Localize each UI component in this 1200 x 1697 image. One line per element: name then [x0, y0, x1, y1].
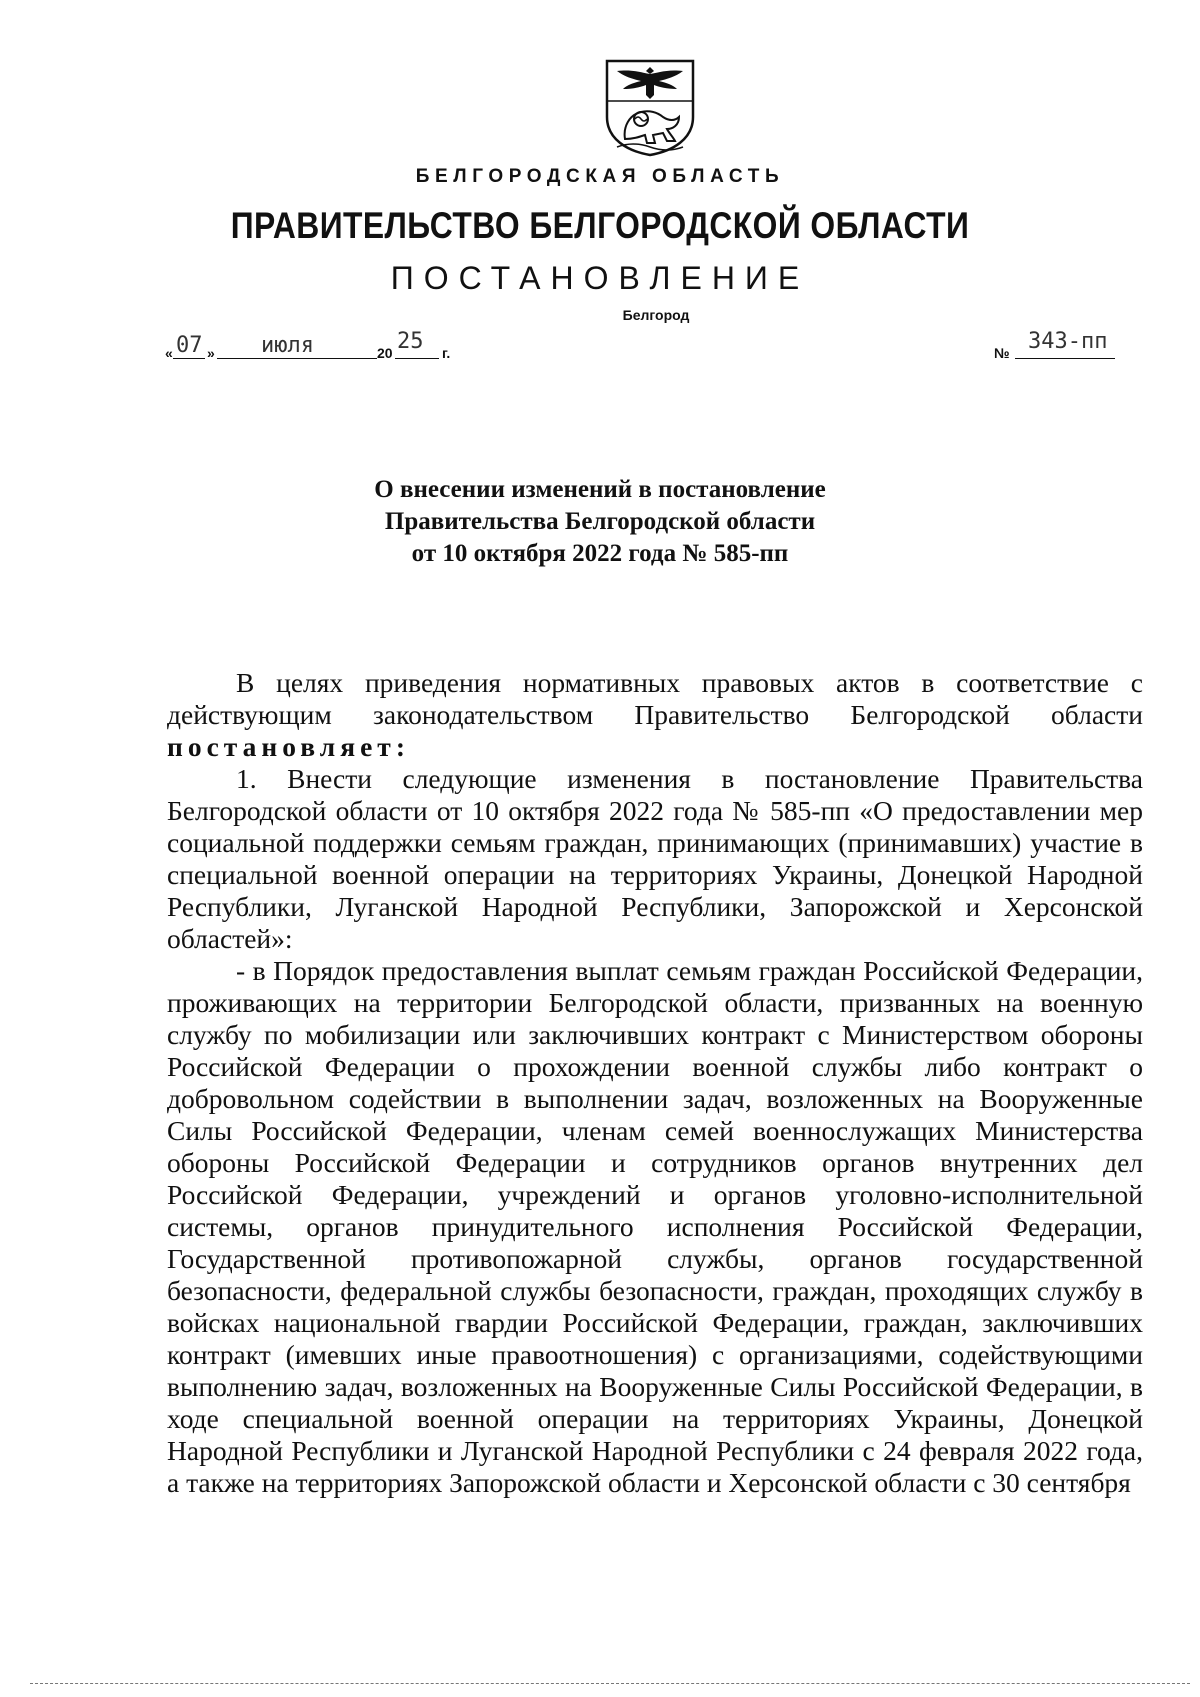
year-underline — [395, 358, 439, 359]
date-month: июля — [261, 333, 314, 358]
paragraph-preamble — [167, 667, 1143, 763]
government-heading: ПРАВИТЕЛЬСТВО БЕЛГОРОДСКОЙ ОБЛАСТИ — [230, 205, 970, 246]
preamble-text: В целях приведения нормативных правовых актов в соответствие с действующим законодательством Правительство Белгородской области — [167, 667, 1143, 730]
year-prefix: 20 — [377, 345, 393, 361]
day-underline — [173, 358, 205, 359]
document-title — [0, 474, 1200, 570]
city-label: Белгород — [622, 307, 690, 323]
coat-of-arms-emblem — [603, 57, 697, 157]
year-suffix: 25 — [397, 329, 424, 354]
footer-divider — [30, 1683, 1190, 1685]
region-heading: БЕЛГОРОДСКАЯ ОБЛАСТЬ — [415, 166, 785, 187]
number-label: № — [994, 345, 1010, 361]
document-body — [167, 667, 1143, 1499]
year-mark: г. — [442, 345, 451, 361]
paragraph-amendment: - в Порядок предоставления выплат семьям граждан Российской Федерации, проживающих на территории Белгородской области, призванных на военную службу по мобилизации или заключивших контракт с Министерством обороны Российской Федерации о прохождении военной службы либо контракт о добровольном содействии в выполнении задач, возложенных на Вооруженные Силы Российской Федерации, членам семей военнослужащих Министерства обороны Российской Федерации и сотрудников органов внутренних дел Российской Федерации, учреждений и органов уголовно-исполнительной системы, органов принудительного исполнения Российской Федерации, Государственной противопожарной службы, органов государственной безопасности, федеральной службы безопасности, граждан, проходящих службу в войсках национальной гвардии Российской Федерации, граждан, заключивших контракт (имевших иные правоотношения) с организациями, содействующими выполнению задач, возложенных на Вооруженные Силы Российской Федерации, в ходе специальной военной операции на территориях Украины, Донецкой Народной Республики и Луганской Народной Республики с 24 февраля 2022 года, а также на территориях Запорожской области и Херсонской области с 30 сентября — [167, 955, 1143, 1498]
decree-word: постановляет: — [167, 731, 410, 762]
paragraph-item-1: 1. Внести следующие изменения в постановление Правительства Белгородской области от 10 октября 2022 года № 585-пп «О предоставлении мер социальной поддержки семьям граждан, принимающих (принимавших) участие в специальной военной операции на территориях Украины, Донецкой Народной Республики, Луганской Народной Республики, Запорожской и Херсонской областей»: — [167, 763, 1143, 954]
date-open-quote: « — [165, 345, 173, 361]
date-close-quote: » — [207, 345, 215, 361]
month-underline — [217, 358, 377, 359]
document-number: 343-пп — [1028, 329, 1108, 354]
date-day: 07 — [176, 333, 203, 358]
number-underline — [1015, 358, 1115, 359]
document-type-heading: ПОСТАНОВЛЕНИЕ — [390, 260, 810, 296]
title-line-1: О внесении изменений в постановление — [374, 476, 826, 503]
title-line-2: Правительства Белгородской области — [384, 508, 816, 535]
title-line-3: от 10 октября 2022 года № 585-пп — [411, 540, 789, 567]
date-number-row — [165, 327, 1125, 367]
